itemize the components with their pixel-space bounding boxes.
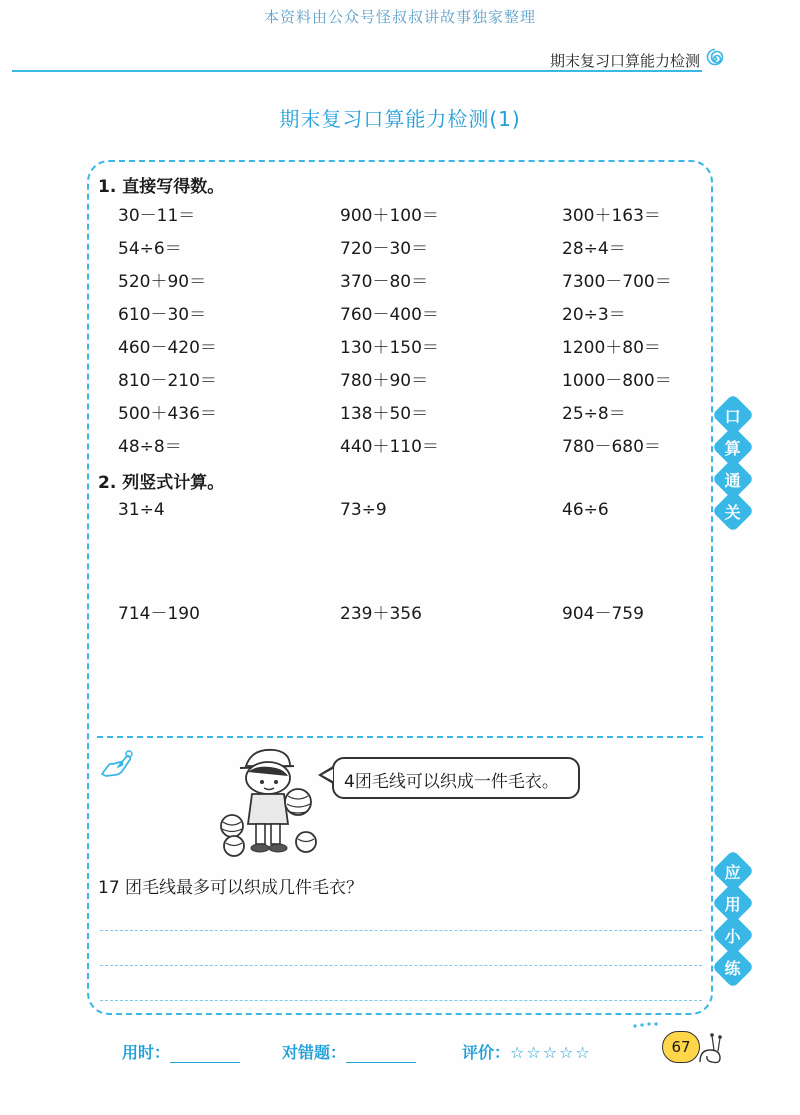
answer-line[interactable] xyxy=(100,1000,702,1001)
math-expression: 460－420＝ xyxy=(118,338,217,358)
footer-rating xyxy=(462,1040,592,1063)
math-expression: 1000－800＝ xyxy=(562,371,672,391)
math-expression: 25÷8＝ xyxy=(562,404,626,424)
speech-bubble-tail-fill xyxy=(322,769,333,781)
header-title: 期末复习口算能力检测 xyxy=(549,52,700,70)
footer-errors xyxy=(282,1040,416,1063)
math-expression: 440＋110＝ xyxy=(340,437,439,457)
math-expression: 810－210＝ xyxy=(118,371,217,391)
page-number: 67 xyxy=(662,1031,700,1063)
math-expression: 7300－700＝ xyxy=(562,272,672,292)
errors-label: 对错题： xyxy=(282,1043,347,1062)
math-expression: 720－30＝ xyxy=(340,239,429,259)
math-expression: 370－80＝ xyxy=(340,272,429,292)
vertical-calc-item: 31÷4 xyxy=(118,500,165,520)
snail-icon xyxy=(698,1028,724,1064)
side-badge: 用 xyxy=(712,882,754,924)
time-blank[interactable] xyxy=(170,1046,240,1063)
math-expression: 520＋90＝ xyxy=(118,272,207,292)
rating-stars[interactable]: ☆☆☆☆☆ xyxy=(510,1043,592,1062)
math-expression: 610－30＝ xyxy=(118,305,207,325)
side-badge: 应 xyxy=(712,850,754,892)
footer-time xyxy=(122,1040,240,1063)
side-badge: 算 xyxy=(712,426,754,468)
rating-label: 评价： xyxy=(462,1043,511,1062)
answer-line[interactable] xyxy=(100,965,702,966)
section1-title: 1. 直接写得数。 xyxy=(98,177,225,197)
math-expression: 900＋100＝ xyxy=(340,206,439,226)
math-expression: 780－680＝ xyxy=(562,437,661,457)
math-expression: 130＋150＝ xyxy=(340,338,439,358)
side-badge: 小 xyxy=(712,914,754,956)
answer-line[interactable] xyxy=(100,930,702,931)
boy-with-yarn-illustration xyxy=(218,742,318,858)
math-expression: 30－11＝ xyxy=(118,206,196,226)
side-badge: 通 xyxy=(712,458,754,500)
time-label: 用时： xyxy=(122,1043,171,1062)
math-expression: 138＋50＝ xyxy=(340,404,429,424)
page-title: 期末复习口算能力检测(1) xyxy=(279,107,521,131)
math-expression: 300＋163＝ xyxy=(562,206,661,226)
section2-title: 2. 列竖式计算。 xyxy=(98,473,225,493)
section-divider xyxy=(97,736,703,738)
vertical-calc-item: 46÷6 xyxy=(562,500,609,520)
watermark-text: 本资料由公众号怪叔叔讲故事独家整理 xyxy=(263,8,536,26)
side-badge: 口 xyxy=(712,394,754,436)
vertical-calc-item: 904－759 xyxy=(562,604,644,624)
header-rule xyxy=(12,70,702,72)
math-expression: 780＋90＝ xyxy=(340,371,429,391)
math-expression: 28÷4＝ xyxy=(562,239,626,259)
math-expression: 54÷6＝ xyxy=(118,239,182,259)
dots-decoration xyxy=(632,1012,662,1032)
math-expression: 500＋436＝ xyxy=(118,404,217,424)
math-expression: 760－400＝ xyxy=(340,305,439,325)
pointing-hand-icon xyxy=(98,748,136,780)
side-badge: 练 xyxy=(712,946,754,988)
vertical-calc-item: 73÷9 xyxy=(340,500,387,520)
math-expression: 48÷8＝ xyxy=(118,437,182,457)
side-badge: 关 xyxy=(712,490,754,532)
word-problem-question: 17 团毛线最多可以织成几件毛衣？ xyxy=(98,878,364,898)
vertical-calc-item: 714－190 xyxy=(118,604,200,624)
errors-blank[interactable] xyxy=(346,1046,416,1063)
spiral-icon xyxy=(704,48,726,70)
vertical-calc-item: 239＋356 xyxy=(340,604,422,624)
speech-bubble: 4团毛线可以织成一件毛衣。 xyxy=(332,757,580,799)
math-expression: 1200＋80＝ xyxy=(562,338,661,358)
math-expression: 20÷3＝ xyxy=(562,305,626,325)
